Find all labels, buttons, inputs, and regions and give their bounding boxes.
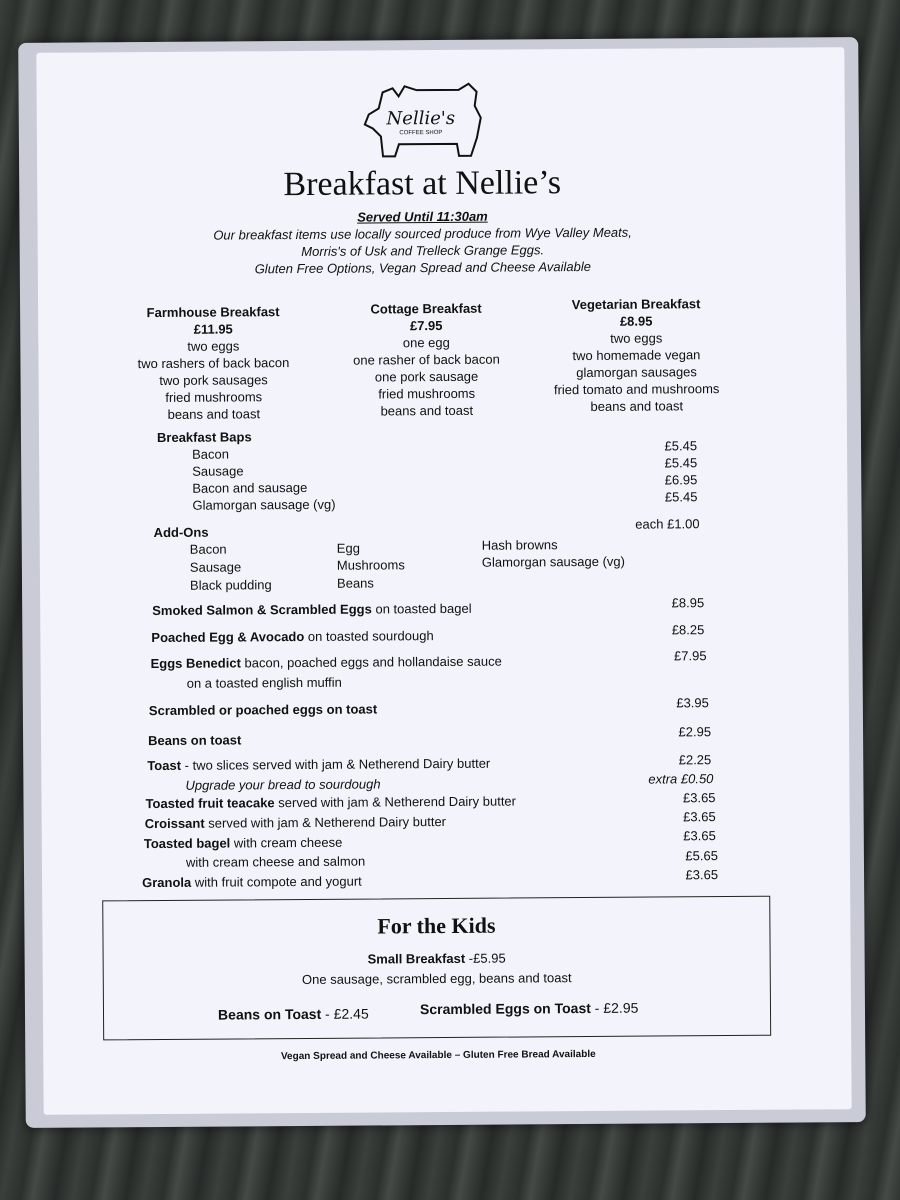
intro-line-2: Morris's of Usk and Trelleck Grange Eggs. <box>301 242 545 259</box>
breakfast-item: fried tomato and mushrooms <box>553 381 720 398</box>
menu-price: £2.95 <box>678 724 712 740</box>
menu-sheet <box>36 47 851 1115</box>
bap-item: Bacon <box>192 446 230 462</box>
intro-line-1: Our breakfast items use locally sourced produce from Wye Valley Meats, <box>213 224 632 243</box>
toast-upgrade-price: extra £0.50 <box>648 771 714 787</box>
breakfast-price: £8.95 <box>619 313 653 329</box>
breakfast-item: two homemade vegan <box>572 347 701 364</box>
breakfast-item: beans and toast <box>590 398 684 414</box>
page-title: Breakfast at Nellie’s <box>283 164 562 204</box>
breakfast-item: beans and toast <box>380 402 474 419</box>
bap-price: £5.45 <box>664 455 698 471</box>
kids-title: For the Kids <box>377 912 496 939</box>
menu-item-granola: Granola with fruit compote and yogurt <box>142 873 362 891</box>
breakfast-item: one egg <box>402 334 450 351</box>
addon-item: Egg <box>336 540 360 556</box>
menu-item-smoked-salmon: Smoked Salmon & Scrambled Eggs on toasted bagel <box>152 600 472 619</box>
breakfast-name: Cottage Breakfast <box>370 300 482 317</box>
addon-item: Black pudding <box>189 577 272 593</box>
menu-item-bagel-salmon: with cream cheese and salmon <box>185 853 366 870</box>
menu-item-scrambled-eggs: Scrambled or poached eggs on toast <box>148 701 378 719</box>
kids-scrambled-eggs: Scrambled Eggs on Toast - £2.95 <box>419 999 639 1018</box>
menu-price: £8.95 <box>671 595 705 611</box>
menu-price: £2.25 <box>678 752 712 768</box>
menu-price: £5.65 <box>685 848 718 864</box>
bap-item: Bacon and sausage <box>192 479 308 496</box>
menu-item-teacake: Toasted fruit teacake served with jam & Netherend Dairy butter <box>145 793 517 812</box>
toast-upgrade: Upgrade your bread to sourdough <box>185 776 381 793</box>
served-until: Served Until 11:30am <box>357 208 488 225</box>
kids-small-breakfast-desc: One sausage, scrambled egg, beans and toast <box>301 970 572 988</box>
addon-item: Hash browns <box>481 537 558 553</box>
menu-price: £3.95 <box>676 695 709 711</box>
breakfast-name: Vegetarian Breakfast <box>571 296 701 313</box>
menu-item-beans-on-toast: Beans on toast <box>148 732 242 749</box>
baps-heading: Breakfast Baps <box>156 429 252 445</box>
breakfast-price: £7.95 <box>409 318 443 334</box>
menu-price: £3.65 <box>683 809 716 825</box>
addon-item: Bacon <box>189 541 227 557</box>
breakfast-item: fried mushrooms <box>378 385 476 402</box>
bap-price: £5.45 <box>664 489 698 505</box>
logo-name: Nellie's <box>386 107 456 130</box>
menu-price: £3.65 <box>682 790 716 806</box>
menu-price: £3.65 <box>685 867 719 883</box>
breakfast-item: one pork sausage <box>374 368 479 385</box>
addons-heading: Add-Ons <box>153 524 209 541</box>
kids-beans-on-toast: Beans on Toast - £2.45 <box>217 1005 369 1023</box>
breakfast-item: two pork sausages <box>159 372 268 388</box>
footer-note: Vegan Spread and Cheese Available – Gluten Free Bread Available <box>280 1048 596 1063</box>
menu-item-bagel: Toasted bagel with cream cheese <box>143 834 343 852</box>
breakfast-name: Farmhouse Breakfast <box>146 304 280 321</box>
breakfast-item: two eggs <box>187 338 240 354</box>
menu-item-eggs-benedict-line2: on a toasted english muffin <box>186 674 342 691</box>
nellies-dog-logo-icon <box>358 78 483 163</box>
menu-item-eggs-benedict: Eggs Benedict bacon, poached eggs and hollandaise sauce <box>150 653 502 672</box>
breakfast-item: glamorgan sausages <box>576 364 697 381</box>
menu-price: £7.95 <box>673 648 707 664</box>
addon-item: Sausage <box>189 559 242 575</box>
bap-price: £6.95 <box>664 472 698 488</box>
farmhouse-breakfast <box>103 303 324 424</box>
breakfast-item: two eggs <box>610 330 663 346</box>
menu-item-croissant: Croissant served with jam & Netherend Dairy butter <box>144 813 447 832</box>
intro-text <box>37 205 807 278</box>
breakfast-price: £11.95 <box>193 321 233 337</box>
bap-item: Sausage <box>192 463 244 479</box>
breakfast-item: fried mushrooms <box>165 389 263 405</box>
breakfast-item: one rasher of back bacon <box>353 351 500 368</box>
addon-item: Glamorgan sausage (vg) <box>481 553 625 570</box>
menu-item-toast: Toast - two slices served with jam & Netherend Dairy butter <box>147 755 491 774</box>
bap-item: Glamorgan sausage (vg) <box>192 496 336 513</box>
breakfast-item: beans and toast <box>167 406 261 422</box>
addons-price: each £1.00 <box>635 516 700 532</box>
vegetarian-breakfast <box>526 295 747 416</box>
intro-line-3: Gluten Free Options, Vegan Spread and Cheese Available <box>254 258 592 277</box>
breakfast-item: two rashers of back bacon <box>137 355 290 372</box>
menu-price: £8.25 <box>671 622 705 638</box>
kids-small-breakfast: Small Breakfast -£5.95 <box>367 950 506 967</box>
menu-item-poached-egg-avocado: Poached Egg & Avocado on toasted sourdough <box>151 628 434 646</box>
bap-price: £5.45 <box>664 438 698 454</box>
menu-price: £3.65 <box>683 828 716 844</box>
logo-subtitle: COFFEE SHOP <box>399 130 443 137</box>
addon-item: Mushrooms <box>336 557 405 573</box>
kids-menu-box <box>102 896 771 1041</box>
addon-item: Beans <box>336 575 374 591</box>
cottage-breakfast <box>316 299 537 420</box>
